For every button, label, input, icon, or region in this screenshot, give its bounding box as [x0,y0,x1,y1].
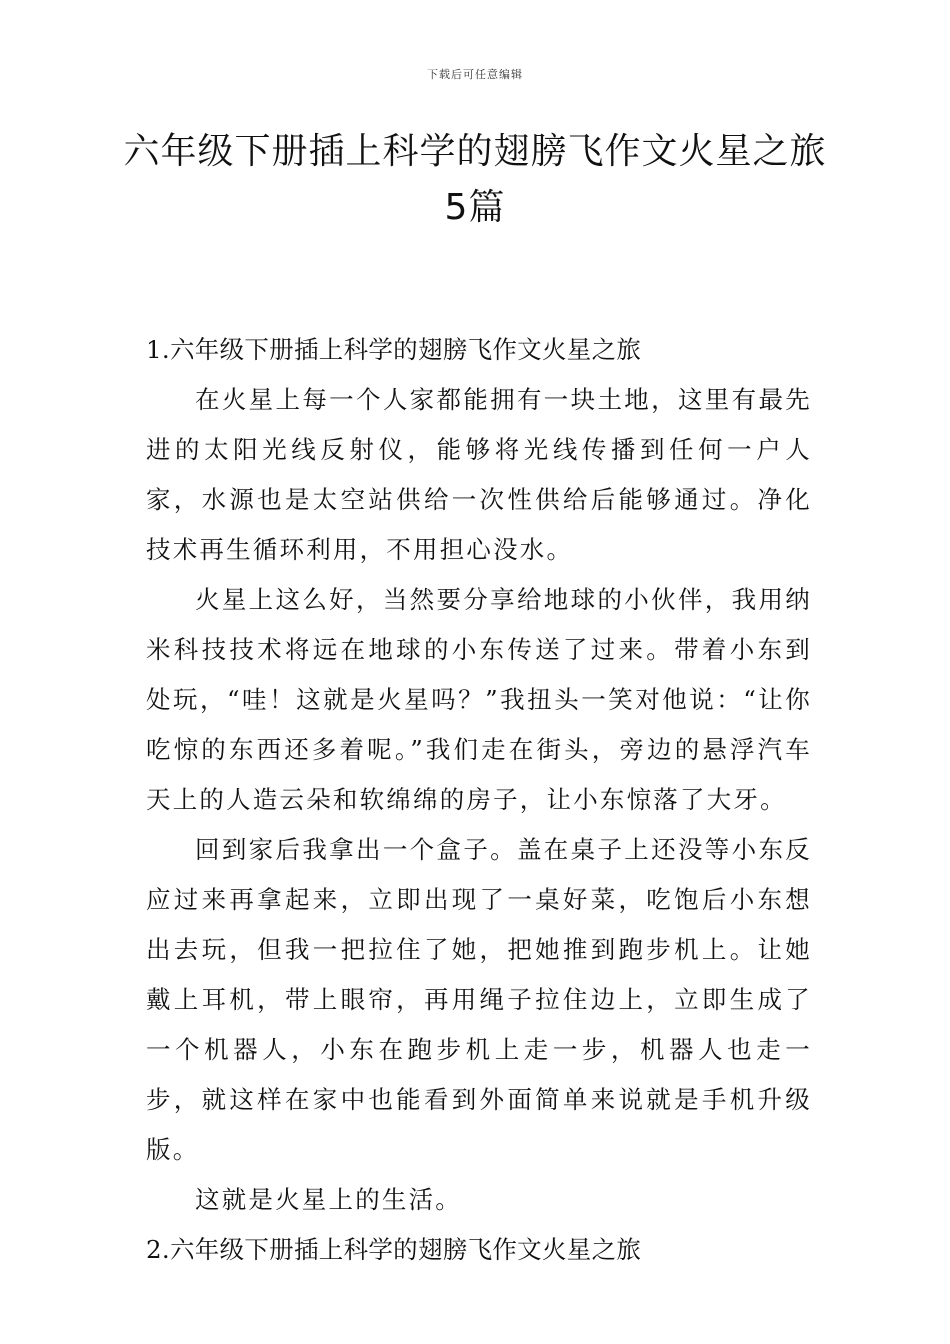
section-heading: 2.六年级下册插上科学的翅膀飞作文火星之旅 [146,1235,642,1264]
paragraph: 回到家后我拿出一个盒子。盖在桌子上还没等小东反应过来再拿起来，立即出现了一桌好菜，吃饱后小东想出去玩，但我一把拉住了她，把她推到跑步机上。让她戴上耳机，带上眼帘，再用绳子拉住边上，立即生成了一个机器人，小东在跑步机上走一步，机器人也走一步，就这样在家中也能看到外面简单来说就是手机升级版。 [146,835,812,1164]
document-title: 六年级下册插上科学的翅膀飞作文火星之旅5篇 [123,131,827,228]
header-note: 下载后可任意编辑 [427,68,523,81]
document-body [146,325,812,1275]
paragraph: 在火星上每一个人家都能拥有一块土地，这里有最先进的太阳光线反射仪，能够将光线传播到任何一户人家，水源也是太空站供给一次性供给后能够通过。净化技术再生循环利用，不用担心没水。 [146,385,812,564]
section-2 [146,1225,812,1275]
section-heading: 1.六年级下册插上科学的翅膀飞作文火星之旅 [146,335,642,364]
paragraph: 这就是火星上的生活。 [195,1185,462,1214]
paragraph: 火星上这么好，当然要分享给地球的小伙伴，我用纳米科技技术将远在地球的小东传送了过来。带着小东到处玩，“哇！这就是火星吗？”我扭头一笑对他说：“让你吃惊的东西还多着呢。”我们走在街头，旁边的悬浮汽车天上的人造云朵和软绵绵的房子，让小东惊落了大牙。 [146,585,812,814]
section-1 [146,325,812,1225]
